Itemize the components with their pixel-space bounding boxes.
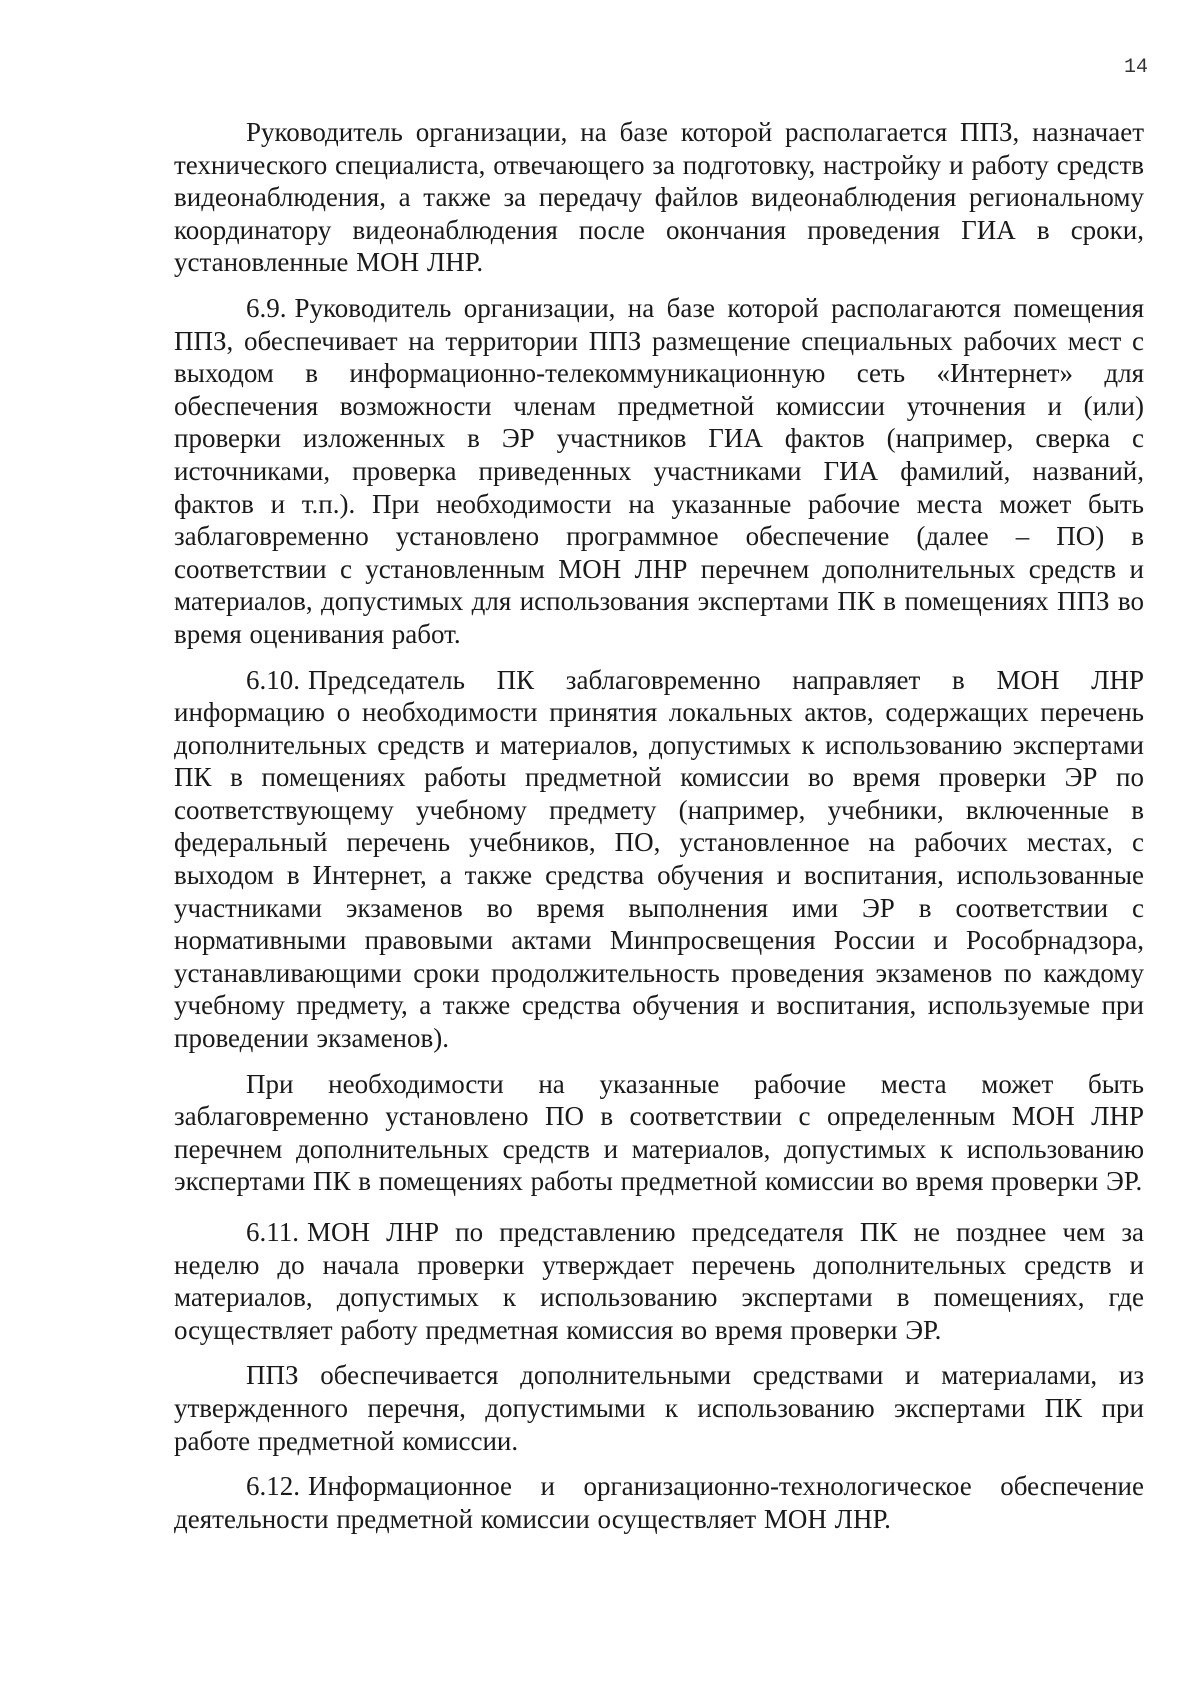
paragraph-6-12 <box>174 1470 1144 1535</box>
paragraph-text: Руководитель организации, на базе которой располагается ППЗ, назначает технического специалиста, отвечающего за подготовку, настройку и работу средств видеонаблюдения, а также за передачу файлов видеонаблюдения региональному координатору видеонаблюдения после окончания проведения ГИА в сроки, установленные МОН ЛНР. <box>174 117 1144 278</box>
paragraph-text: При необходимости на указанные рабочие места может быть заблаговременно установлено ПО в соответствии с определенным МОН ЛНР перечнем дополнительных средств и материалов, допустимых к использованию экспертами ПК в помещениях работы предметной комиссии во время проверки ЭР. <box>174 1068 1144 1197</box>
paragraph-supervisor-video <box>174 116 1144 279</box>
paragraph-text: Председатель ПК заблаговременно направляет в МОН ЛНР информацию о необходимости принятия локальных актов, содержащих перечень дополнительных средств и материалов, допустимых к использованию экспертами ПК в помещениях работы предметной комиссии во время проверки ЭР по соответствующему учебному предмету (например, учебники, включенные в федеральный перечень учебников, ПО, установленное на рабочих местах, с выходом в Интернет, а также средства обучения и воспитания, использованные участниками экзаменов во время выполнения ими ЭР в соответствии с нормативными правовыми актами Минпросвещения России и Рособрнадзора, устанавливающими сроки продолжительность проведения экзаменов по каждому учебному предмету, а также средства обучения и воспитания, используемые при проведении экзаменов). <box>174 664 1144 1054</box>
paragraph-number: 6.11. <box>246 1217 299 1247</box>
paragraph-text: ППЗ обеспечивается дополнительными средствами и материалами, из утвержденного перечня, допустимыми к использованию экспертами ПК при работе предметной комиссии. <box>174 1360 1144 1456</box>
paragraph-software-install <box>174 1068 1144 1198</box>
paragraph-text: Информационное и организационно-технологическое обеспечение деятельности предметной комиссии осуществляет МОН ЛНР. <box>174 1471 1144 1534</box>
page-number: 14 <box>1123 56 1148 79</box>
paragraph-6-9 <box>174 292 1144 651</box>
paragraph-6-10 <box>174 664 1144 1055</box>
paragraph-text: МОН ЛНР по представлению председателя ПК не позднее чем за неделю до начала проверки утверждает перечень дополнительных средств и материалов, допустимых к использованию экспертами в помещениях, где осуществляет работу предметная комиссия во время проверки ЭР. <box>174 1217 1144 1345</box>
paragraph-number: 6.12. <box>246 1471 300 1502</box>
paragraph-number: 6.9. <box>246 292 287 323</box>
paragraph-text: Руководитель организации, на базе которой располагаются помещения ППЗ, обеспечивает на территории ППЗ размещение специальных рабочих мест с выходом в информационно-телекоммуникационную сеть «Интернет» для обеспечения возможности членам предметной комиссии уточнения и (или) проверки изложенных в ЭР участников ГИА фактов (например, сверка с источниками, проверка приведенных участниками ГИА фамилий, названий, фактов и т.п.). При необходимости на указанные рабочие места может быть заблаговременно установлено программное обеспечение (далее – ПО) в соответствии с установленным МОН ЛНР перечнем дополнительных средств и материалов, допустимых для использования экспертами ПК в помещениях ППЗ во время оценивания работ. <box>174 292 1144 649</box>
paragraph-ppz-provision <box>174 1359 1144 1457</box>
document-body <box>174 116 1144 1548</box>
paragraph-number: 6.10. <box>246 664 300 695</box>
paragraph-6-11 <box>174 1216 1144 1346</box>
